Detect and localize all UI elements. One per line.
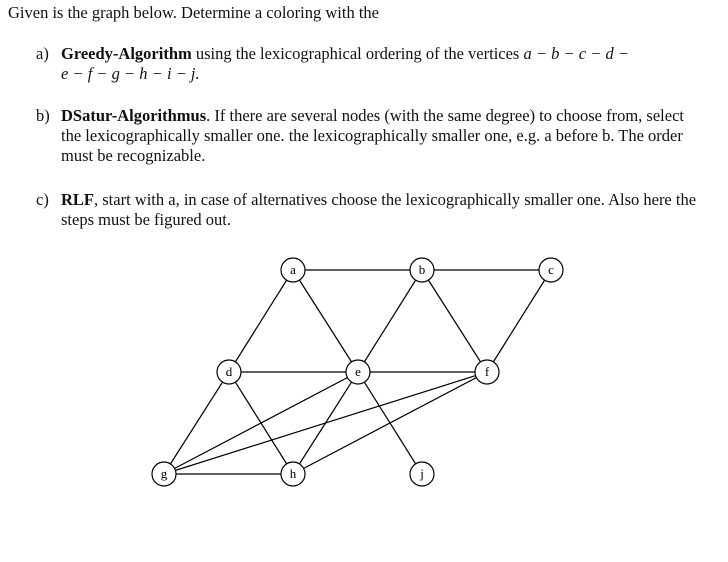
edge-a-d — [229, 270, 293, 372]
task-b-label: b) — [36, 106, 50, 125]
node-c — [539, 258, 563, 282]
task-a-title: Greedy-Algorithm — [61, 44, 192, 63]
task-a-order-line2: e − f − g − h − i − j. — [61, 64, 200, 83]
graph-nodes — [152, 258, 563, 486]
node-b — [410, 258, 434, 282]
node-b-label: b — [418, 262, 426, 277]
task-a-order-line1: a − b − c − d − — [523, 44, 629, 63]
node-e-label: e — [355, 364, 361, 379]
node-g-label: g — [160, 466, 168, 481]
edge-b-f — [422, 270, 487, 372]
edge-d-g — [164, 372, 229, 474]
task-c-label: c) — [36, 190, 49, 209]
node-j — [410, 462, 434, 486]
edge-a-e — [293, 270, 358, 372]
edge-g-e — [164, 372, 358, 474]
task-c-text: , start with a, in case of alternatives choose the lexicographically smaller one. Also here the steps must be figured out. — [61, 190, 697, 229]
node-f — [475, 360, 499, 384]
edge-c-f — [487, 270, 551, 372]
task-b-text: . If there are several nodes (with the same degree) to choose from, select the lexicographically smaller one. the lexicographically smaller one, e.g. a before b. The order must be recognizable. — [61, 106, 684, 165]
node-h-label: h — [289, 466, 297, 481]
node-d-label: d — [225, 364, 233, 379]
edge-f-h — [293, 372, 487, 474]
node-g — [152, 462, 176, 486]
edge-f-g — [164, 372, 487, 474]
node-h — [281, 462, 305, 486]
task-a-text: using the lexicographical ordering of the vertices — [191, 44, 524, 63]
node-e — [346, 360, 370, 384]
node-j-label: j — [420, 466, 424, 481]
node-a-label: a — [290, 262, 296, 277]
task-b-title: DSatur-Algorithmus — [61, 106, 207, 125]
task-c-title: RLF — [61, 190, 94, 209]
node-d — [217, 360, 241, 384]
task-a-label: a) — [36, 44, 49, 63]
edge-b-e — [358, 270, 422, 372]
node-f-label: f — [484, 364, 490, 379]
node-a — [281, 258, 305, 282]
node-c-label: c — [548, 262, 554, 277]
intro-text: Given is the graph below. Determine a coloring with the — [8, 3, 379, 22]
